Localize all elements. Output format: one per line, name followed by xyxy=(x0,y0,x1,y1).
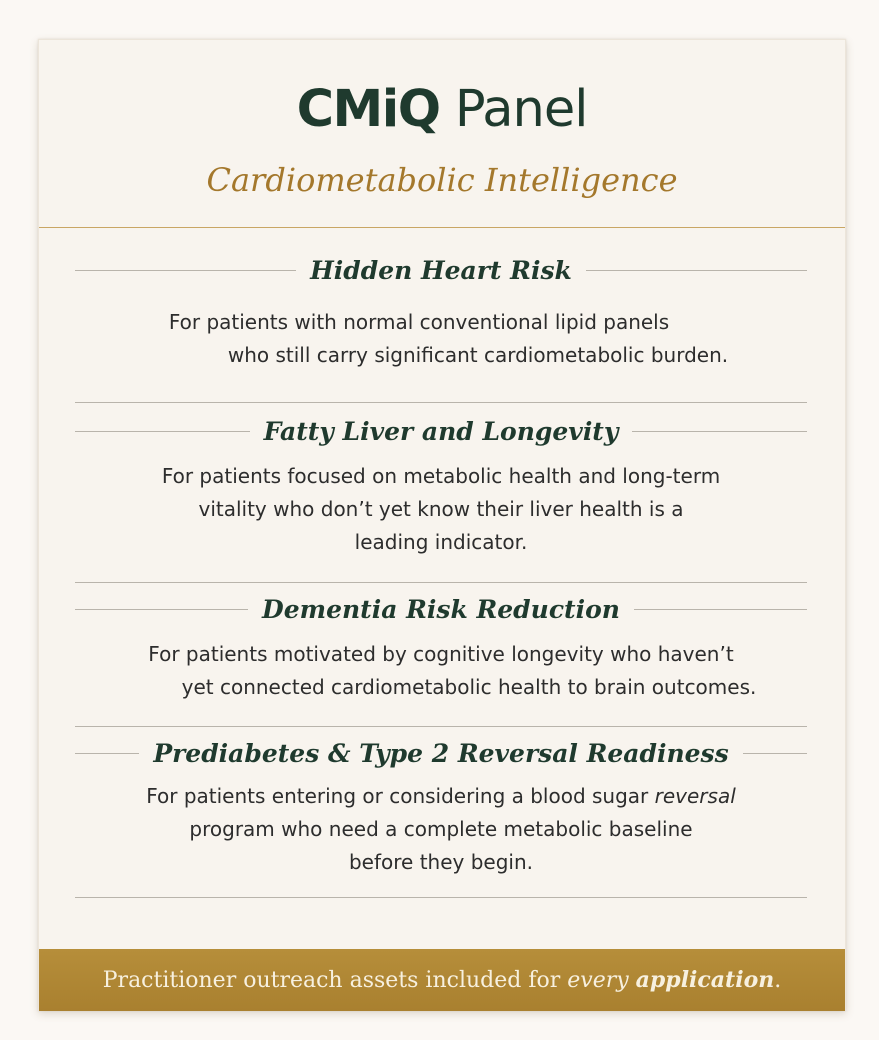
section-divider xyxy=(75,726,807,727)
heading-rule-left xyxy=(75,753,139,754)
heading-rule-right xyxy=(743,753,807,754)
emphasis-word: reversal xyxy=(654,784,736,808)
section-heading-hidden-heart-risk xyxy=(75,249,807,291)
footer-text: Practitioner outreach assets included for xyxy=(102,967,561,993)
description-line: leading indicator. xyxy=(354,530,528,554)
footer-italic-word: every xyxy=(567,967,629,993)
footer-banner xyxy=(39,949,845,1011)
panel-card xyxy=(38,39,846,1011)
footer-bold-word: application xyxy=(635,967,775,993)
section-heading-fatty-liver xyxy=(75,410,807,452)
description-line: yet connected cardiometabolic health to brain outcomes. xyxy=(181,675,757,699)
description-line: before they begin. xyxy=(348,850,534,874)
description-line: For patients with normal conventional lipid panels xyxy=(168,310,670,334)
heading-rule-left xyxy=(75,270,296,271)
page-subtitle: Cardiometabolic Intelligence xyxy=(206,161,678,199)
header-divider xyxy=(39,227,845,228)
section-description-fatty-liver xyxy=(75,460,807,559)
section-divider xyxy=(75,897,807,898)
section-title: Dementia Risk Reduction xyxy=(262,594,620,624)
title-panel-word: Panel xyxy=(454,80,588,139)
heading-rule-right xyxy=(634,609,807,610)
heading-rule-left xyxy=(75,431,250,432)
description-line: vitality who don’t yet know their liver health is a xyxy=(198,497,684,521)
heading-rule-left xyxy=(75,609,248,610)
description-line: who still carry significant cardiometabolic burden. xyxy=(227,343,729,367)
section-description-dementia xyxy=(75,638,807,704)
description-text: For patients entering or considering a blood sugar xyxy=(146,784,649,808)
title-brand: CMiQ xyxy=(296,80,440,139)
section-title: Prediabetes & Type 2 Reversal Readiness xyxy=(153,738,729,768)
section-title: Hidden Heart Risk xyxy=(310,255,572,285)
section-divider xyxy=(75,402,807,403)
section-heading-prediabetes xyxy=(75,732,807,774)
heading-rule-right xyxy=(586,270,807,271)
section-divider xyxy=(75,582,807,583)
section-description-prediabetes xyxy=(75,780,807,879)
description-line: For patients focused on metabolic health and long-term xyxy=(161,464,721,488)
description-line: For patients motivated by cognitive longevity who haven’t xyxy=(148,642,734,666)
section-description-hidden-heart-risk xyxy=(75,306,807,372)
heading-rule-right xyxy=(632,431,807,432)
description-line xyxy=(75,780,807,813)
description-line: program who need a complete metabolic baseline xyxy=(189,817,693,841)
section-heading-dementia xyxy=(75,588,807,630)
page-title xyxy=(39,80,845,140)
section-title: Fatty Liver and Longevity xyxy=(263,416,619,446)
footer-period: . xyxy=(774,967,782,993)
